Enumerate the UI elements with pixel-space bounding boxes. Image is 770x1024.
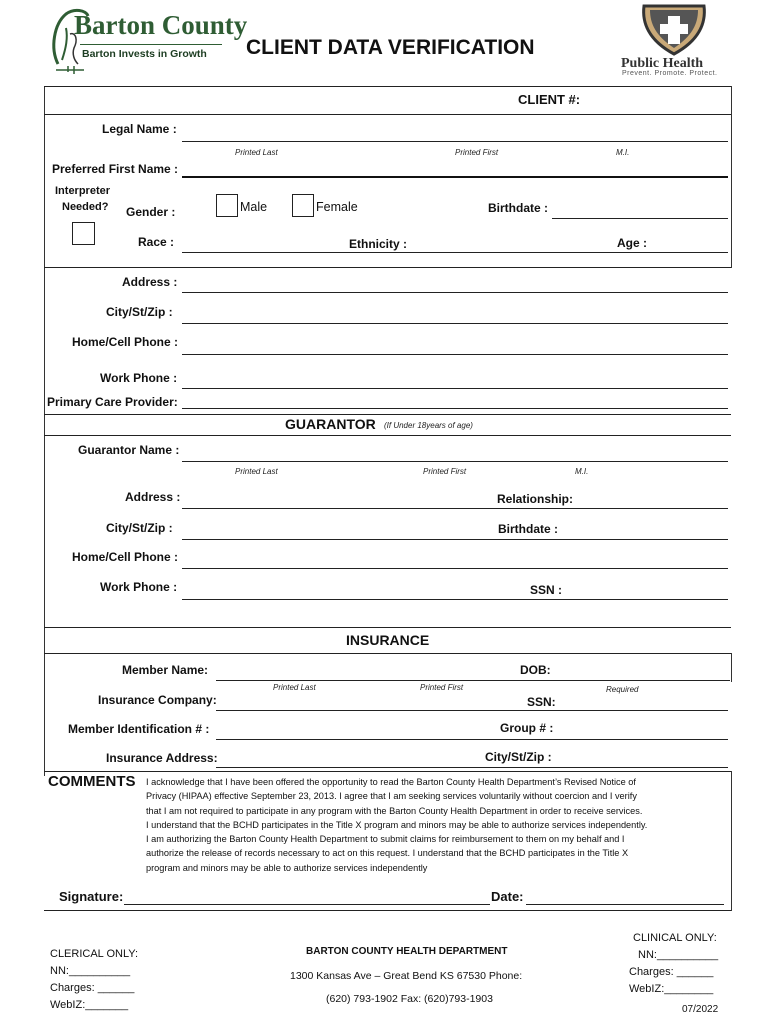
- member-name-label: Member Name:: [122, 663, 209, 677]
- clinical-webiz: WebIZ:________: [629, 983, 714, 995]
- comments-top-border: [44, 771, 731, 772]
- male-checkbox[interactable]: [216, 194, 238, 217]
- client-header-bottom: [44, 114, 731, 115]
- date-label: Date:: [491, 889, 524, 904]
- city-st-zip-label: City/St/Zip :: [106, 305, 173, 319]
- insurance-city-st-zip-label: City/St/Zip :: [485, 750, 552, 764]
- consent-line: I am authorizing the Barton County Health Department to submit claims for reimbursement to them on my behalf and I: [146, 834, 625, 845]
- preferred-name-label: Preferred First Name :: [52, 162, 179, 176]
- department-name: BARTON COUNTY HEALTH DEPARTMENT: [306, 946, 508, 957]
- guarantor-mi: M.I.: [575, 467, 589, 476]
- department-address: 1300 Kansas Ave – Great Bend KS 67530 Phone:: [290, 970, 523, 982]
- signature-field[interactable]: [124, 904, 490, 905]
- insurance-company-label: Insurance Company:: [98, 693, 217, 707]
- public-health-text: Public Health: [621, 56, 704, 71]
- ethnicity-label: Ethnicity :: [349, 237, 408, 251]
- home-cell-phone-field[interactable]: [182, 354, 728, 355]
- guarantor-ssn-label: SSN :: [530, 583, 563, 597]
- work-phone-field[interactable]: [182, 388, 728, 389]
- public-health-logo: [618, 2, 730, 78]
- gender-label: Gender :: [126, 205, 176, 219]
- consent-line: authorize the release of records necessary to act on this request. I understand that the BCHD participates in the Title X: [146, 848, 629, 859]
- race-ethnicity-field[interactable]: [182, 252, 728, 253]
- consent-line: Privacy (HIPAA) effective September 23, 2013. I agree that I am seeking services voluntarily without coercion and I verify: [146, 791, 637, 802]
- address-label: Address :: [122, 275, 178, 289]
- form-border-right-top: [731, 86, 732, 268]
- barton-county-logo: [44, 4, 248, 76]
- page-title: CLIENT DATA VERIFICATION: [246, 36, 535, 59]
- guarantor-relationship-label: Relationship:: [497, 492, 574, 506]
- guarantor-home-cell-field[interactable]: [182, 568, 728, 569]
- legal-name-field[interactable]: [182, 141, 728, 142]
- interpreter-checkbox[interactable]: [72, 222, 95, 245]
- legal-name-mi: M.I.: [616, 148, 630, 157]
- guarantor-address-label: Address :: [125, 490, 181, 504]
- member-printed-last: Printed Last: [273, 683, 316, 692]
- female-label: Female: [316, 200, 358, 214]
- guarantor-work-phone-label: Work Phone :: [100, 580, 178, 594]
- logo-rule: [80, 44, 222, 45]
- form-bottom-border: [44, 910, 731, 911]
- guarantor-work-phone-field[interactable]: [182, 599, 728, 600]
- guarantor-birthdate-label: Birthdate :: [498, 522, 558, 536]
- logo-title: Barton County: [74, 10, 248, 40]
- address-field[interactable]: [182, 292, 728, 293]
- insurance-title: INSURANCE: [346, 632, 430, 648]
- birthdate-label: Birthdate :: [488, 201, 548, 215]
- insurance-company-field[interactable]: [216, 710, 728, 711]
- male-label: Male: [240, 200, 268, 214]
- race-label: Race :: [138, 235, 175, 249]
- female-checkbox[interactable]: [292, 194, 314, 217]
- legal-name-label: Legal Name :: [102, 122, 177, 136]
- group-number-label: Group # :: [500, 721, 554, 735]
- logo-tagline: Barton Invests in Growth: [82, 48, 207, 60]
- preferred-name-field[interactable]: [182, 176, 728, 178]
- department-phone: (620) 793-1902 Fax: (620)793-1903: [326, 993, 493, 1005]
- guarantor-header-top: [44, 414, 731, 415]
- clerical-nn: NN:__________: [50, 965, 131, 977]
- clerical-title: CLERICAL ONLY:: [50, 948, 139, 960]
- guarantor-note: (If Under 18years of age): [384, 421, 473, 430]
- consent-line: that I am not required to participate in any program with the Barton County Health Department in order to receive services.: [146, 805, 643, 816]
- insurance-dob-label: DOB:: [520, 663, 551, 677]
- clinical-nn: NN:__________: [638, 949, 719, 961]
- consent-line: I acknowledge that I have been offered the opportunity to read the Barton County Health Department’s Revised Notice of: [146, 777, 636, 787]
- guarantor-title: GUARANTOR: [285, 416, 376, 432]
- clerical-webiz: WebIZ:_______: [50, 999, 129, 1011]
- guarantor-name-label: Guarantor Name :: [78, 443, 180, 457]
- signature-label: Signature:: [59, 889, 124, 904]
- primary-care-provider-label: Primary Care Provider:: [47, 395, 178, 409]
- primary-care-provider-field[interactable]: [182, 408, 728, 409]
- guarantor-city-st-zip-label: City/St/Zip :: [106, 521, 173, 535]
- guarantor-name-field[interactable]: [182, 461, 728, 462]
- form-border-left: [44, 86, 45, 776]
- insurance-ssn-label: SSN:: [527, 695, 556, 709]
- clinical-charges: Charges: ______: [629, 966, 714, 978]
- guarantor-home-cell-label: Home/Cell Phone :: [72, 550, 179, 564]
- insurance-right-border: [731, 653, 732, 682]
- consent-line: I understand that the BCHD participates in the Title X program and minors may be able to authorize services independently.: [146, 819, 648, 830]
- guarantor-header-bottom: [44, 435, 731, 436]
- public-health-tagline: Prevent. Promote. Protect.: [622, 70, 718, 77]
- legal-name-printed-first: Printed First: [455, 148, 499, 157]
- birthdate-field[interactable]: [552, 218, 728, 219]
- member-name-field[interactable]: [216, 680, 730, 681]
- client-number-label: CLIENT #:: [518, 92, 581, 107]
- city-st-zip-field[interactable]: [182, 323, 728, 324]
- legal-name-printed-last: Printed Last: [235, 148, 278, 157]
- insurance-address-field[interactable]: [216, 767, 728, 768]
- member-id-field[interactable]: [216, 739, 728, 740]
- shield-cross-icon: [618, 2, 730, 58]
- member-required: Required: [606, 685, 639, 694]
- member-id-label: Member Identification # :: [68, 722, 210, 736]
- date-field[interactable]: [526, 904, 724, 905]
- comments-title: COMMENTS: [48, 773, 136, 790]
- consent-paragraph: [146, 775, 728, 875]
- client-section-divider: [44, 267, 731, 268]
- guarantor-address-field[interactable]: [182, 508, 728, 509]
- guarantor-printed-last: Printed Last: [235, 467, 278, 476]
- consent-line: program and minors may be able to authorize services independently: [146, 862, 428, 873]
- interpreter-label-1: Interpreter: [55, 185, 111, 197]
- comments-right-border: [731, 771, 732, 911]
- age-label: Age :: [617, 236, 647, 250]
- interpreter-label-2: Needed?: [62, 201, 109, 213]
- form-revision-date: 07/2022: [682, 1004, 719, 1015]
- insurance-header-top: [44, 627, 731, 628]
- member-printed-first: Printed First: [420, 683, 464, 692]
- insurance-header-bottom: [44, 653, 731, 654]
- home-cell-phone-label: Home/Cell Phone :: [72, 335, 179, 349]
- work-phone-label: Work Phone :: [100, 371, 178, 385]
- clinical-title: CLINICAL ONLY:: [633, 932, 717, 944]
- insurance-address-label: Insurance Address:: [106, 751, 218, 765]
- guarantor-city-st-zip-field[interactable]: [182, 539, 728, 540]
- form-top-border: [44, 86, 731, 87]
- clerical-charges: Charges: ______: [50, 982, 135, 994]
- guarantor-printed-first: Printed First: [423, 467, 467, 476]
